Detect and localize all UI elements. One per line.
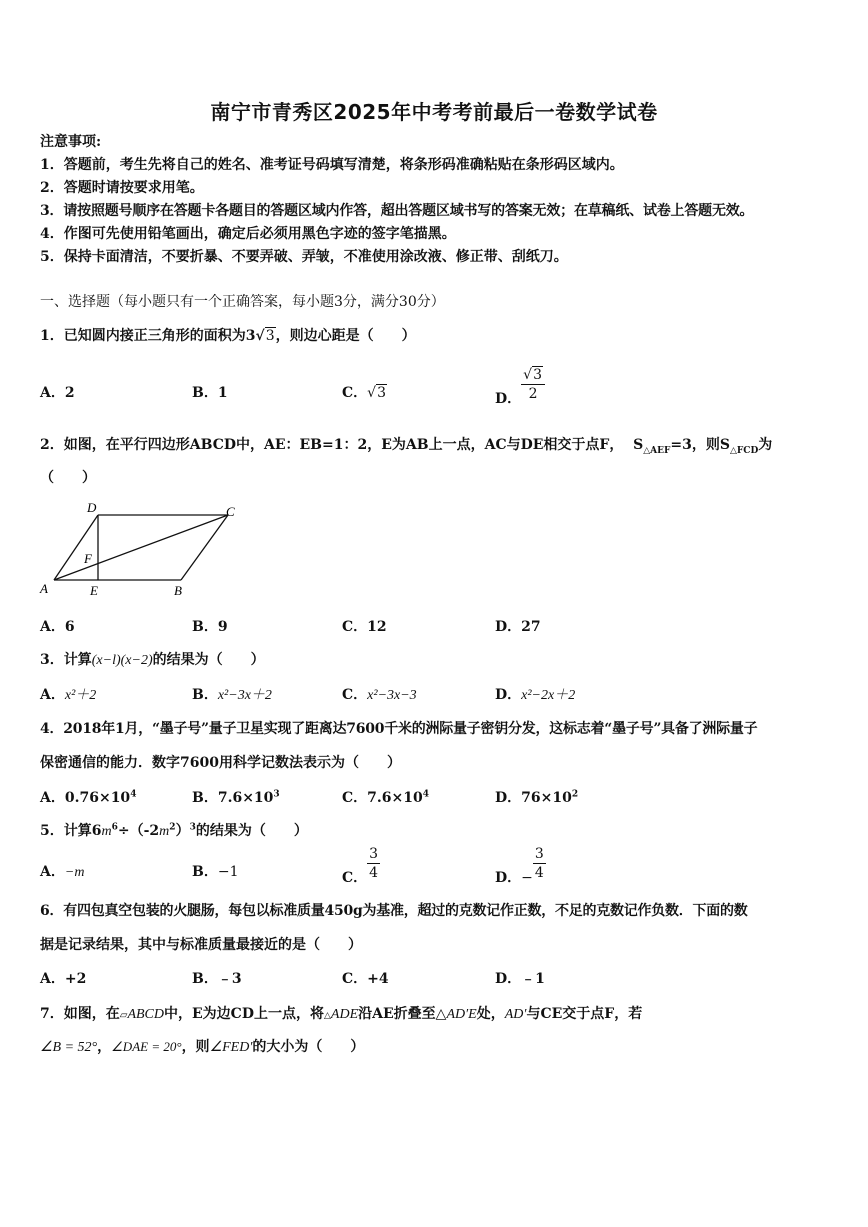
label-d: D [87, 500, 97, 515]
note-item: 2．答题时请按要求用笔。 [40, 180, 204, 196]
exponent: 3 [273, 789, 280, 800]
q3-option-a [40, 684, 96, 704]
question-7-stem-line2 [40, 1036, 364, 1056]
numerator: 3 [369, 846, 379, 862]
option-label: B． [192, 687, 218, 703]
q7-text-c: 沿AE折叠至 [358, 1006, 436, 1022]
q2-option-a: A．6 [40, 619, 75, 635]
numerator: 3 [534, 846, 544, 862]
parallelogram-figure [36, 498, 251, 603]
option-label: C． [342, 869, 368, 886]
q4-option-b [192, 787, 280, 807]
notes-heading: 注意事项: [40, 134, 102, 150]
sqrt-value: 3 [533, 367, 542, 383]
q2-text: 2．如图，在平行四边形ABCD中，AE：EB=1：2，E为AB上一点，AC与DE相交于点F， [40, 437, 624, 453]
exponent: 4 [422, 789, 429, 800]
q1-option-c [342, 382, 387, 402]
exponent: 2 [571, 789, 579, 800]
q1-sqrt-value: 3 [265, 328, 275, 344]
page-title: 南宁市青秀区2025年中考考前最后一卷数学试卷 [210, 100, 658, 124]
q7-abcd: ABCD [127, 1007, 165, 1022]
q4-option-d [495, 787, 578, 807]
q7-text-then: ，则 [181, 1039, 210, 1055]
triangle-symbol: △ [435, 1006, 447, 1022]
q2-option-d: D．27 [495, 619, 541, 635]
q5-text-d: 的结果为（ ） [195, 823, 308, 839]
note-item: 4．作图可先使用铅笔画出，确定后必须用黑色字迹的签字笔描黑。 [40, 226, 456, 242]
option-text: A．0.76×10 [40, 790, 131, 806]
denominator: 2 [528, 386, 538, 402]
q1-text-a: 1．已知圆内接正三角形的面积为3 [40, 328, 256, 344]
label-e: E [90, 583, 98, 598]
question-2-paren: （ ） [40, 470, 96, 486]
q2-s2-tail: 为 [758, 437, 773, 453]
parallelogram-symbol: ▱ [119, 1010, 128, 1021]
q5-option-c [342, 846, 380, 886]
q1-option-c-label: C． [342, 385, 368, 401]
exponent: 4 [130, 789, 137, 800]
option-expression: x²＋2 [64, 688, 97, 703]
q2-s1: S [633, 437, 644, 453]
minus-sign: − [521, 869, 533, 886]
q6-option-a: A．+2 [40, 971, 87, 987]
question-5-stem [40, 820, 308, 840]
option-label: B． [192, 864, 218, 880]
angle-fed: ∠FED′ [209, 1040, 253, 1055]
comma: ， [97, 1039, 112, 1055]
q2-s1-sub: △AEF [643, 445, 671, 456]
question-3-options [40, 684, 840, 708]
q3-option-b [192, 684, 272, 704]
option-expression: −m [64, 865, 85, 880]
q2-option-b: B．9 [192, 619, 228, 635]
q5-option-a [40, 861, 84, 881]
numerator [521, 368, 545, 385]
q3-expression: (x−l)(x−2) [91, 653, 153, 668]
note-item: 3．请按照题号顺序在答题卡各题目的答题区域内作答，超出答题区域书写的答案无效；在草稿纸、试卷上答题无效。 [40, 203, 754, 219]
q1-option-c-sqrt: 3 [377, 385, 386, 401]
q1-text-b: ，则边心距是（ ） [275, 328, 416, 344]
denominator: 4 [369, 865, 379, 881]
question-5-options [40, 846, 840, 886]
option-label: C． [342, 687, 368, 703]
note-item: 1．答题前，考生先将自己的姓名、准考证号码填写清楚，将条形码准确粘贴在条形码区域内。 [40, 157, 624, 173]
question-3-stem [40, 649, 265, 669]
q2-s1-tail: =3，则S [670, 437, 730, 453]
q7-adpe: AD′E [446, 1007, 477, 1022]
option-label: A． [40, 687, 65, 703]
q1-option-a: A．2 [40, 385, 75, 401]
question-2-options [40, 616, 840, 640]
exponent: 6 [111, 822, 118, 833]
option-label: D． [495, 869, 522, 886]
triangle-symbol: △ [323, 1011, 331, 1021]
q3-text-b: 的结果为（ ） [152, 652, 265, 668]
section-heading: 一、选择题（每小题只有一个正确答案，每小题3分，满分30分） [40, 294, 445, 310]
q7-text-b: 中，E为边CD上一点，将 [164, 1006, 324, 1022]
q2-s2-sub: △FCD [729, 445, 759, 456]
question-6-stem-line2: 据是记录结果，其中与标准质量最接近的是（ ） [40, 937, 362, 953]
q6-option-c: C．+4 [342, 971, 389, 987]
variable-m: m [159, 824, 170, 839]
fraction [367, 847, 380, 880]
option-label: D． [495, 687, 522, 703]
q7-text-end: 的大小为（ ） [252, 1039, 365, 1055]
option-label: A． [40, 864, 65, 880]
exponent: 3 [189, 822, 196, 833]
fraction [521, 368, 545, 401]
q4-option-a [40, 787, 136, 807]
q1-option-b: B．1 [192, 385, 228, 401]
q5-text-a: 5．计算6 [40, 823, 102, 839]
q6-option-b: B．﹣3 [192, 971, 242, 987]
label-a: A [40, 581, 48, 596]
question-4-options [40, 787, 840, 811]
question-6-stem-line1: 6．有四包真空包装的火腿肠，每包以标准质量450g为基准，超过的克数记作正数，不足的克数记作负数．下面的数 [40, 903, 748, 919]
angle-b: ∠B = 52° [40, 1040, 98, 1055]
question-6-options [40, 968, 840, 992]
q4-option-c [342, 787, 429, 807]
option-text: D．76×10 [495, 790, 572, 806]
edge-bc [181, 515, 228, 580]
sqrt-sign: √ [367, 385, 377, 401]
angle-dae: ∠DAE = 20° [111, 1039, 182, 1054]
note-item: 5．保持卡面清洁，不要折暴、不要弄破、弄皱，不准使用涂改液、修正带、刮纸刀。 [40, 249, 568, 265]
q7-text-d: 处， [476, 1006, 505, 1022]
q5-option-b [192, 861, 238, 881]
q7-adp: AD′ [504, 1007, 527, 1022]
option-expression: −1 [217, 864, 239, 880]
variable-m: m [101, 824, 112, 839]
q1-option-d [495, 367, 545, 407]
option-text: C．7.6×10 [342, 790, 423, 806]
q5-option-d [495, 846, 546, 886]
q3-text-a: 3．计算 [40, 652, 92, 668]
question-4-stem-line1: 4．2018年1月，“墨子号”量子卫星实现了距离达7600千米的洲际量子密钥分发，这标志着“墨子号”具备了洲际量子 [40, 721, 758, 737]
diagonal-ac [54, 515, 228, 580]
sqrt-sign: √ [523, 367, 533, 383]
question-7-stem-line1 [40, 1003, 642, 1023]
label-c: C [226, 504, 235, 519]
q5-text-b: ÷（-2 [117, 823, 160, 839]
q5-text-c: ） [175, 823, 190, 839]
question-1-options [40, 367, 840, 407]
option-expression: x²−3x＋2 [217, 688, 272, 703]
exponent: 2 [169, 822, 176, 833]
q7-ade: ADE [330, 1007, 359, 1022]
edge-da [54, 515, 98, 580]
option-expression: x²−2x＋2 [521, 688, 576, 703]
fraction [533, 847, 546, 880]
denominator: 4 [534, 865, 544, 881]
option-expression: x²−3x−3 [367, 688, 417, 703]
q1-sqrt-sign: √ [255, 328, 265, 344]
question-1-stem [40, 325, 416, 345]
q1-option-d-label: D． [495, 390, 522, 407]
q3-option-d [495, 684, 575, 704]
option-text: B．7.6×10 [192, 790, 274, 806]
label-b: B [174, 583, 182, 598]
question-2-stem [40, 434, 772, 456]
q7-text-e: 与CE交于点F，若 [526, 1006, 643, 1022]
label-f: F [84, 551, 92, 566]
q3-option-c [342, 684, 417, 704]
question-4-stem-line2: 保密通信的能力．数字7600用科学记数法表示为（ ） [40, 755, 401, 771]
q7-text-a: 7．如图，在 [40, 1006, 120, 1022]
q6-option-d: D．﹣1 [495, 971, 545, 987]
q2-option-c: C．12 [342, 619, 387, 635]
